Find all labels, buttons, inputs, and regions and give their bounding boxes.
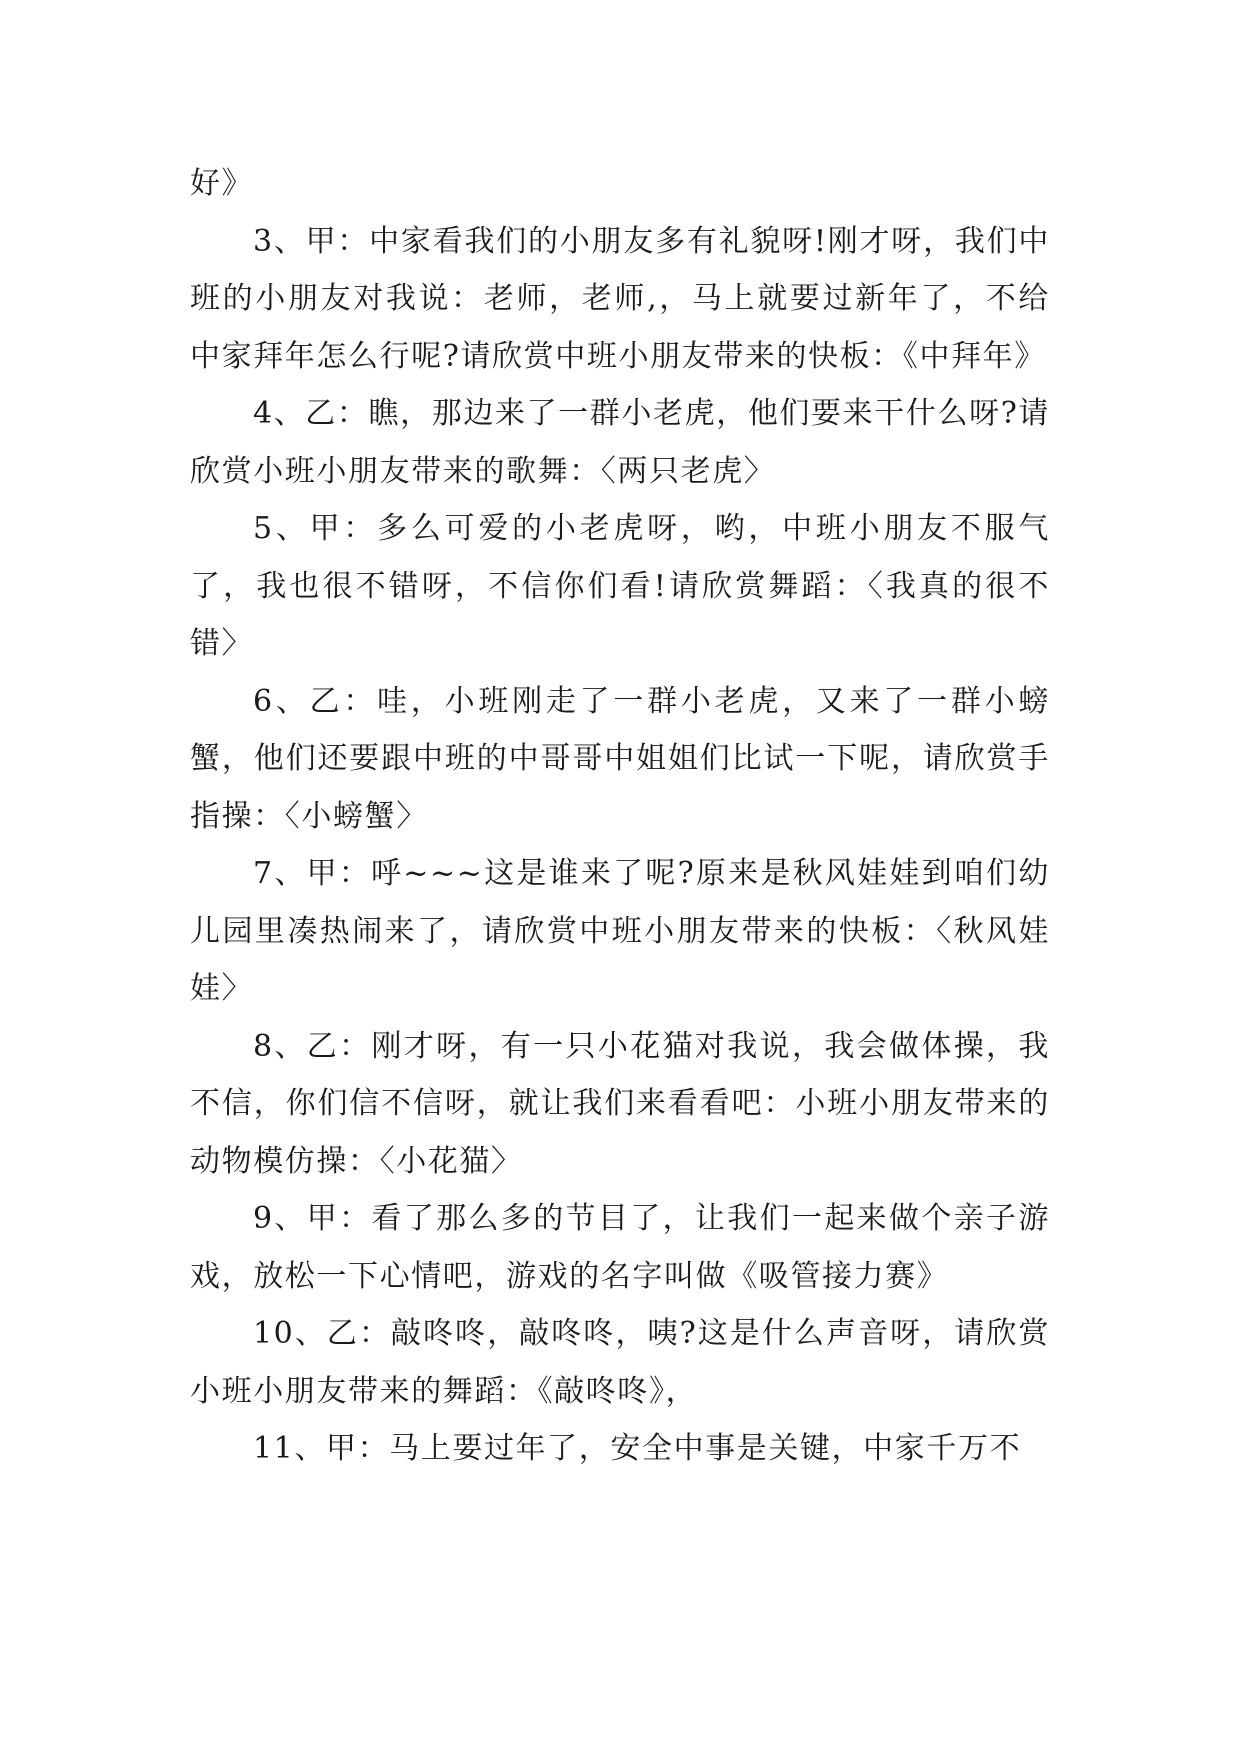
paragraph-item-4: 4、乙：瞧，那边来了一群小老虎，他们要来干什么呀?请欣赏小班小朋友带来的歌舞：〈两只老虎〉: [190, 396, 1050, 489]
paragraph-item-9: 9、甲：看了那么多的节目了，让我们一起来做个亲子游戏，放松一下心情吧，游戏的名字叫做《吸管接力赛》: [190, 1201, 1050, 1294]
paragraph-item-6: 6、乙：哇，小班刚走了一群小老虎，又来了一群小螃蟹，他们还要跟中班的中哥哥中姐姐们比试一下呢，请欣赏手指操：〈小螃蟹〉: [190, 683, 1050, 834]
paragraph-item-3: 3、甲：中家看我们的小朋友多有礼貌呀!刚才呀，我们中班的小朋友对我说：老师，老师,，马上就要过新年了，不给中家拜年怎么行呢?请欣赏中班小朋友带来的快板：《中拜年》: [190, 223, 1050, 374]
paragraph-item-5: 5、甲：多么可爱的小老虎呀，哟，中班小朋友不服气了，我也很不错呀，不信你们看!请欣赏舞蹈：〈我真的很不错〉: [190, 511, 1050, 661]
paragraph-item-11: 11、甲：马上要过年了，安全中事是关键，中家千万不: [253, 1431, 1022, 1466]
document-body: [190, 155, 1050, 1478]
paragraph-item-7: 7、甲：呼~~~这是谁来了呢?原来是秋风娃娃到咱们幼儿园里凑热闹来了，请欣赏中班小朋友带来的快板：〈秋风娃娃〉: [190, 856, 1050, 1006]
paragraph-continuation: 好》: [190, 166, 254, 201]
paragraph-item-8: 8、乙：刚才呀，有一只小花猫对我说，我会做体操，我不信，你们信不信呀，就让我们来看看吧：小班小朋友带来的动物模仿操：〈小花猫〉: [190, 1028, 1050, 1179]
paragraph-item-10: 10、乙：敲咚咚，敲咚咚，咦?这是什么声音呀，请欣赏小班小朋友带来的舞蹈：《敲咚咚》，: [190, 1316, 1050, 1409]
